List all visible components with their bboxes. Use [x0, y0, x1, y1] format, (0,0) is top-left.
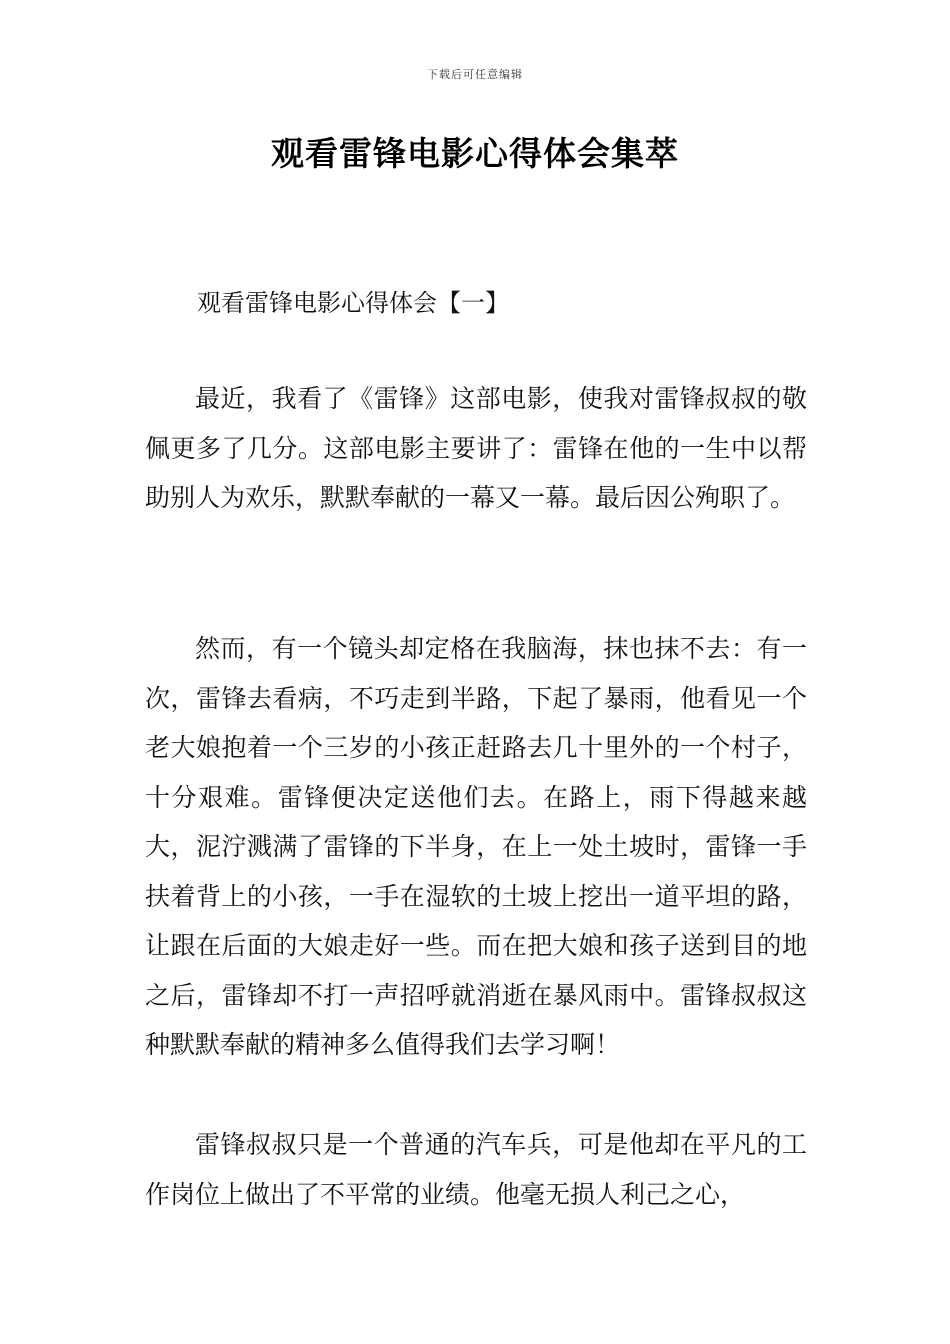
paragraph-1: 最近，我看了《雷锋》这部电影，使我对雷锋叔叔的敬佩更多了几分。这部电影主要讲了：雷锋在他的一生中以帮助别人为欢乐，默默奉献的一幕又一幕。最后因公殉职了。 — [145, 384, 807, 512]
paragraph-3: 雷锋叔叔只是一个普通的汽车兵，可是他却在平凡的工作岗位上做出了不平常的业绩。他毫无损人利己之心， — [145, 1130, 807, 1209]
page-header-note: 下载后可任意编辑 — [427, 68, 523, 81]
document-title: 观看雷锋电影心得体会集萃 — [271, 134, 679, 173]
section-heading: 观看雷锋电影心得体会【一】 — [197, 289, 509, 317]
paragraph-2: 然而，有一个镜头却定格在我脑海，抹也抹不去：有一次，雷锋去看病，不巧走到半路，下起了暴雨，他看见一个老大娘抱着一个三岁的小孩正赶路去几十里外的一个村子，十分艰难。雷锋便决定送他们去。在路上，雨下得越来越大，泥泞溅满了雷锋的下半身，在上一处土坡时，雷锋一手扶着背上的小孩，一手在湿软的土坡上挖出一道平坦的路，让跟在后面的大娘走好一些。而在把大娘和孩子送到目的地之后，雷锋却不打一声招呼就消逝在暴风雨中。雷锋叔叔这种默默奉献的精神多么值得我们去学习啊！ — [145, 634, 807, 1059]
